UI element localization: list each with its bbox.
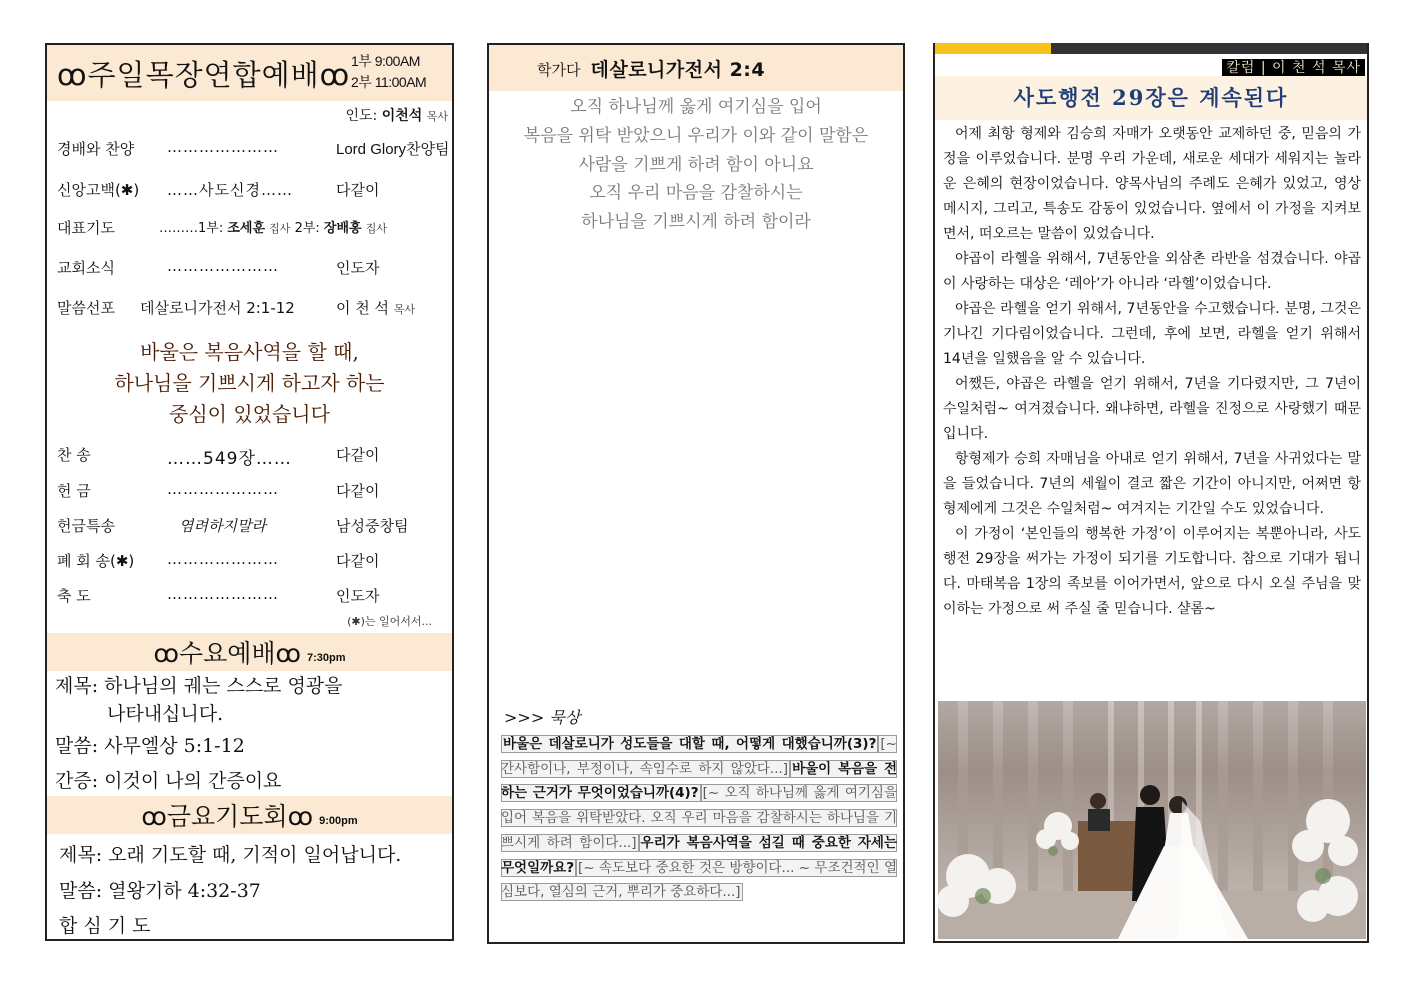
time-second: 2부 11:00AM xyxy=(351,74,427,90)
meditation-q1: 바울은 데살로니가 성도들을 대할 때, 어떻게 대했습니까(3)? xyxy=(503,736,877,752)
column-body: 어제 최항 형제와 김승희 자매가 오랫동안 교제하던 중, 믿음의 가정을 이루었습니다. 분명 우리 가운데, 새로운 세대가 세워지는 놀라운 은혜의 현장이었습니다. 양목사님의 주례도 은혜가 있었고, 영상 메시지, 그리고, 특송도 감동이 있었습니다. 옆에서 이 가정을 지켜보면서, 떠오르는 말씀이 있었습니다. 야곱이 라헬을 위해서, 7년동안을 외삼촌 라반을 섬겼습니다. 야곱이 사랑하는 대상은 ‘레아’가 아니라 ‘라헬’이었습니다. 야곱은 라헬을 얻기 위해서, 7년동안을 수고했습니다. 분명, 그것은 기나긴 기다림이었습니다. 그런데, 후에 보면, 라헬을 얻기 위해서 14년을 일했음을 알 수 있습니다. 어쨌든, 야곱은 라헬을 얻기 위해서, 7년을 기다렸지만, 그 7년이 수일처럼~ 여겨졌습니다. 왜냐하면, 라헬을 진정으로 사랑했기 때문입니다. 항형제가 승희 자매님을 아내로 얻기 위해서, 7년을 사귀었다는 말을 들었습니다. 7년의 세월이 결코 짧은 기간이 아니지만, 어쩌면 항형제에게 그것은 수일처럼~ 여겨지는 기간일 수도 있었습니다. 이 가정이 ‘본인들의 행복한 가정’이 이루어지는 복뿐아니라, 사도행전 29장을 써가는 가정이 되기를 기도합니다. 참으로 기대가 됩니다. 마태복음 1장의 족보를 이어가면서, 앞으로 다시 오실 주님을 맞이하는 가정으로 써 주실 줄 믿습니다. 샬롬~ xyxy=(943,126,1361,617)
leader-info: 인도: 이천석 목사 xyxy=(345,108,448,124)
verse-text: 오직 하나님께 옳게 여기심을 입어 복음을 위탁 받았으니 우리가 이와 같이 말함은 사람을 기쁘게 하려 함이 아니요 오직 우리 마음을 감찰하시는 하나님을 기쁘시게 하려 함이라 xyxy=(523,97,869,233)
wednesday-title: ꝏ수요예배ꝏ xyxy=(153,639,301,668)
meditation-q2: 바울이 복음을 전하는 근거가 무엇이었습니까(4)? xyxy=(501,760,897,802)
wed-subject: 제목: 하나님의 궤는 스스로 영광을 xyxy=(55,675,343,697)
fri-scripture: 말씀: 열왕기하 4:32-37 xyxy=(59,880,261,902)
sunday-worship-panel: ꝏ주일목장연합예배ꝏ 1부 9:00AM 2부 11:00AM 인도: 이천석 목사 경배와 찬양 ………………… Lord Glory찬양팀 신앙고백(✱) ……사도신경…… 다같이 대표기도 ………1부: 조세훈 집사 2부: 장배홍 집사 교회소식 ………………… 인도자 말씀선포 데살로니가전서 2:1-12 이 천 석 목사 바울은 복음사역을 할 때, 하나님을 기쁘시게 하고자 하는 중심이 있었습니다 찬 송 ……549장…… 다같이 헌 금 ………………… 다같이 헌금특송 염려하지말라 남성중창팀 폐 회 송(✱) ………………… 다같이 축 도 ………………… 인도자 (✱)는 일어서서... ꝏ수요예배ꝏ 7:30pm 제목: 하나님의 궤는 스스로 영광을 나타내십니다. 말씀: 사무엘상 5:1-12 간증: 이것이 나의 간증이요 ꝏ금요기도회ꝏ 9:00pm 제목: 오래 기도할 때, 기적이 일어납니다. 말씀: 열왕기하 4:32-37 합 심 기 도 xyxy=(45,43,454,941)
sunday-title: ꝏ주일목장연합예배ꝏ xyxy=(57,57,351,92)
wed-testimony: 간증: 이것이 나의 간증이요 xyxy=(55,770,282,792)
wed-scripture: 말씀: 사무엘상 5:1-12 xyxy=(55,735,245,757)
column-top-bar xyxy=(935,43,1367,54)
meditation-a1: [~ 간사함이나, 부정이나, 속임수로 하지 않았다...] xyxy=(501,736,897,777)
meditation-q3: 우리가 복음사역을 섬길 때 중요한 자세는 무엇일까요? xyxy=(501,834,897,876)
meditation-heading: >>> 묵상 xyxy=(504,708,581,727)
service-times xyxy=(351,51,426,93)
sermon-title: 바울은 복음사역을 할 때, 하나님을 기쁘시게 하고자 하는 중심이 있었습니다 xyxy=(114,340,385,426)
meditation-questions xyxy=(501,732,897,905)
stand-note: (✱)는 일어서서... xyxy=(347,615,432,628)
wednesday-title-band: ꝏ수요예배ꝏ 7:30pm xyxy=(47,633,452,671)
wedding-photo xyxy=(938,701,1366,939)
column-title: 사도행전 29장은 계속된다 xyxy=(935,76,1367,120)
verse-label: 학가다 xyxy=(537,61,581,79)
meditation-a2: [~ 오직 하나님께 옳게 여기심을 입어 복음을 위탁받았다. 오직 우리 마음을 감찰하시는 하나님을 기쁘시게 하려 함이다...] xyxy=(501,785,897,851)
fri-prayer: 합 심 기 도 xyxy=(59,915,151,937)
verse-band xyxy=(489,45,903,91)
scripture-panel xyxy=(487,43,905,944)
fri-subject: 제목: 오래 기도할 때, 기적이 일어납니다. xyxy=(59,844,402,866)
column-author-tag: 칼럼 | 이 천 석 목사 xyxy=(1222,59,1365,77)
column-panel xyxy=(933,43,1369,943)
friday-title: ꝏ금요기도회ꝏ xyxy=(141,802,314,831)
friday-title-band: ꝏ금요기도회ꝏ 9:00pm xyxy=(47,796,452,834)
wedding-photo-image xyxy=(938,701,1366,939)
time-first: 1부 9:00AM xyxy=(351,53,420,69)
wed-subject-cont: 나타내십니다. xyxy=(107,703,224,725)
meditation-a3: [~ 속도보다 중요한 것은 방향이다... ~ 무조건적인 열심보다, 열심의 근거, 뿌리가 중요하다...] xyxy=(501,859,897,901)
verse-reference: 데살로니가전서 2:4 xyxy=(590,58,766,81)
sunday-title-band xyxy=(47,45,452,101)
